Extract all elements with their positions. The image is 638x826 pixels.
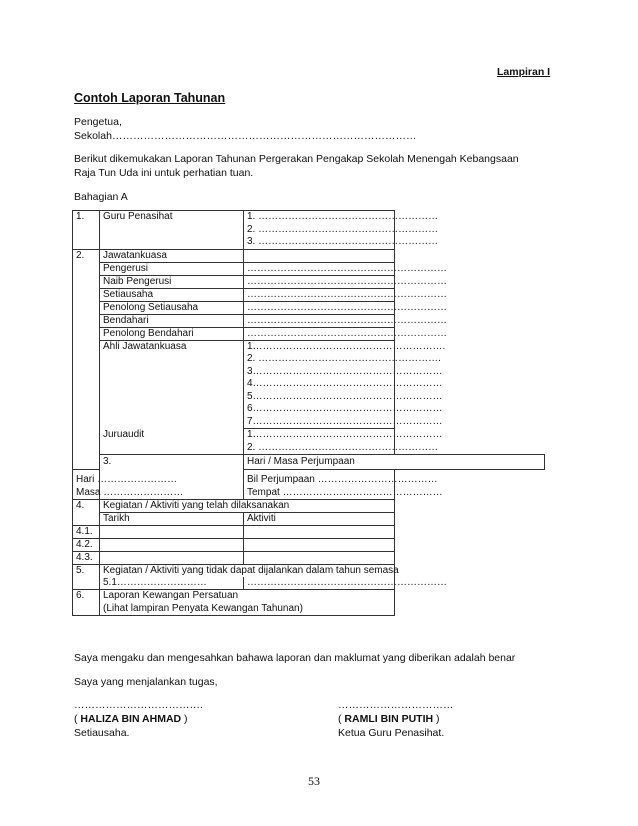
section-heading: Bahagian A (74, 191, 128, 203)
committee-value: …………………………………………………… (244, 314, 395, 327)
table-row (73, 526, 545, 539)
aktiviti-header: Aktiviti (244, 513, 395, 526)
declaration-text: Saya mengaku dan mengesahkan bahawa laporan dan maklumat yang diberikan adalah benar (74, 652, 516, 664)
sub-number: 4.2. (73, 539, 100, 552)
ahli-label: Ahli Jawatankuasa (100, 340, 244, 429)
ahli-lines (244, 340, 446, 429)
right-signature-name (338, 713, 440, 725)
empty-cell (244, 526, 395, 539)
left-signature-role: Setiausaha. (74, 727, 130, 739)
empty-cell (100, 526, 244, 539)
row-number: 5. (73, 565, 100, 590)
kegiatan-label: Kegiatan / Aktiviti yang telah dilaksanakan (100, 500, 395, 513)
table-row (73, 552, 545, 565)
table-row (73, 249, 545, 262)
committee-label: Naib Pengerusi (100, 275, 244, 288)
empty-cell (100, 539, 244, 552)
right-signature-line: …………………………… (338, 699, 454, 711)
committee-label: Penolong Bendahari (100, 327, 244, 340)
committee-label: Penolong Setiausaha (100, 301, 244, 314)
ahli-line-1: 1…………………………………………………. (247, 340, 446, 352)
page-number: 53 (308, 774, 320, 788)
intro-line-2: Raja Tun Uda ini untuk perhatian tuan. (74, 167, 254, 179)
table-row (73, 565, 545, 578)
report-table (72, 210, 545, 616)
guru-line-3: 3. ……………………………………………… (247, 236, 439, 247)
submitted-text: Saya yang menjalankan tugas, (74, 676, 218, 688)
sub-5-1-dots: …………………………………………………… (244, 577, 395, 590)
table-row (73, 577, 545, 590)
salutation-school: Sekolah…………………………………………………………………………… (74, 130, 417, 142)
sub-number: 4.3. (73, 552, 100, 565)
guru-line-2: 2. ……………………………………………… (247, 223, 439, 235)
left-name-text: ( HALIZA BIN AHMAD ) (74, 713, 188, 725)
ahli-line-7: 7………………………………………………… (247, 415, 443, 427)
table-row (73, 262, 545, 275)
committee-label: Bendahari (100, 314, 244, 327)
table-row (73, 500, 545, 513)
empty-cell (244, 249, 395, 262)
bil-tempat-values (244, 470, 443, 500)
intro-line-1: Berikut dikemukakan Laporan Tahunan Pergerakan Pengakap Sekolah Menengah Kebangsaan (74, 153, 519, 165)
row-number: 1. (73, 211, 100, 250)
kewangan-note: (Lihat lampiran Penyata Kewangan Tahunan) (103, 602, 303, 614)
row-number: 2. (73, 249, 100, 470)
jawatankuasa-label: Jawatankuasa (100, 249, 244, 262)
tidak-dijalankan-label: Kegiatan / Aktiviti yang tidak dapat dijalankan dalam tahun semasa (100, 565, 395, 578)
ahli-line-2: 2. ………………………………………………. (247, 353, 441, 364)
tempat-value: Tempat ………………………………………… (247, 486, 443, 498)
juruaudit-line-1: 1………………………………………………… (247, 429, 443, 440)
table-row (73, 211, 545, 250)
guru-lines (244, 211, 439, 250)
ahli-line-6: 6………………………………………………… (247, 403, 443, 414)
table-row (73, 275, 545, 288)
page-title: Contoh Laporan Tahunan (74, 91, 226, 105)
committee-value: …………………………………………………… (244, 301, 395, 314)
guru-label: Guru Penasihat (100, 211, 244, 250)
masa-value: Masa …………………… (76, 486, 184, 498)
right-signature-role: Ketua Guru Penasihat. (338, 727, 445, 739)
table-row (73, 590, 545, 616)
left-signature-line: ………………………………. (74, 699, 203, 711)
row-number: 3. (100, 455, 244, 500)
kewangan-label: Laporan Kewangan Persatuan (103, 590, 239, 601)
table-row (73, 340, 545, 429)
left-signature-name (74, 713, 188, 725)
committee-label: Pengerusi (100, 262, 244, 275)
juruaudit-lines (244, 429, 443, 455)
ahli-line-3: 3………………………………………………… (247, 365, 443, 377)
committee-value: …………………………………………………… (244, 275, 395, 288)
table-row (73, 455, 545, 470)
sub-5-1: 5.1……………………… (100, 577, 244, 590)
table-row (73, 327, 545, 340)
committee-label: Setiausaha (100, 288, 244, 301)
juruaudit-line-2: 2. ……………………………………………… (247, 441, 439, 453)
row-number: 4. (73, 500, 100, 526)
empty-cell (244, 552, 395, 565)
committee-value: …………………………………………………… (244, 262, 395, 275)
hari-masa-label: Hari / Masa Perjumpaan (244, 455, 545, 470)
empty-cell (244, 539, 395, 552)
sub-number: 4.1. (73, 526, 100, 539)
ahli-line-4: 4………………………………………………… (247, 378, 443, 389)
tarikh-header: Tarikh (100, 513, 244, 526)
ahli-line-5: 5………………………………………………… (247, 390, 443, 402)
table-row (73, 314, 545, 327)
hari-masa-values (73, 470, 184, 500)
table-row (73, 429, 545, 455)
hari-value: Hari …………………… (76, 474, 178, 485)
table-row (73, 288, 545, 301)
kewangan-cell (100, 590, 395, 616)
table-row (73, 470, 545, 500)
table-row (73, 301, 545, 314)
salutation-recipient: Pengetua, (74, 116, 122, 128)
committee-value: …………………………………………………… (244, 288, 395, 301)
bil-perjumpaan-value: Bil Perjumpaan ……………………………… (247, 474, 438, 485)
guru-line-1: 1. ……………………………………………… (247, 211, 439, 222)
right-name-text: ( RAMLI BIN PUTIH ) (338, 713, 440, 725)
table-row (73, 513, 545, 526)
juruaudit-label: Juruaudit (100, 429, 244, 455)
lampiran-label: Lampiran I (497, 66, 551, 78)
row-number: 6. (73, 590, 100, 616)
table-row (73, 539, 545, 552)
committee-value: …………………………………………………… (244, 327, 395, 340)
empty-cell (100, 552, 244, 565)
